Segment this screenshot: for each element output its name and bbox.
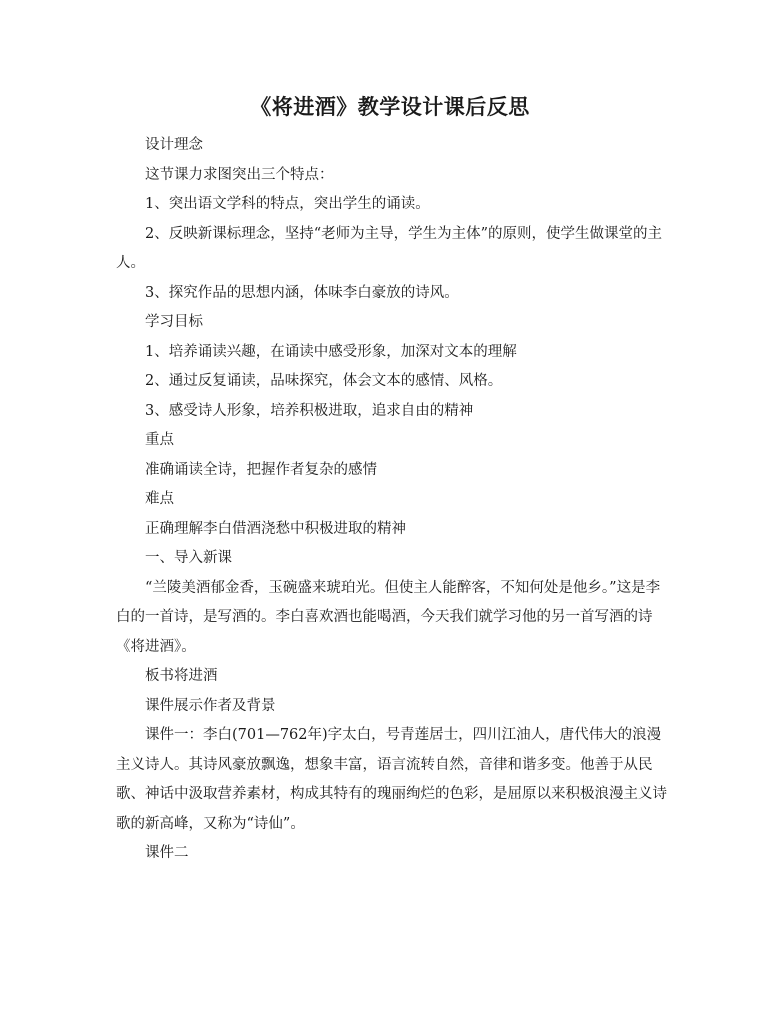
- paragraph-design-concept-heading: 设计理念: [145, 137, 203, 153]
- document-body: [116, 131, 670, 869]
- paragraph-goal-1: 1、培养诵读兴趣，在诵读中感受形象，加深对文本的理解: [145, 343, 517, 360]
- paragraph-courseware-display: 课件展示作者及背景: [145, 697, 276, 714]
- paragraph-feature-2: 2、反映新课标理念，坚持“老师为主导，学生为主体”的原则，使学生做课堂的主人。: [116, 225, 663, 271]
- paragraph-difficulty-heading: 难点: [145, 491, 174, 507]
- paragraph-goal-3: 3、感受诗人形象，培养积极进取，追求自由的精神: [145, 402, 474, 419]
- paragraph-section-1-heading: 一、导入新课: [145, 550, 232, 566]
- paragraph-goal-2: 2、通过反复诵读，品味探究，体会文本的感情、风格。: [145, 373, 503, 389]
- paragraph-key-point-heading: 重点: [145, 432, 174, 448]
- paragraph-key-point: 准确诵读全诗，把握作者复杂的感情: [145, 461, 377, 478]
- document-title: 《将进酒》教学设计课后反思: [250, 94, 530, 119]
- paragraph-feature-3: 3、探究作品的思想内涵，体味李白豪放的诗风。: [145, 284, 459, 301]
- paragraph-courseware-2: 课件二: [145, 845, 189, 861]
- paragraph-feature-1: 1、突出语文学科的特点，突出学生的诵读。: [145, 196, 430, 212]
- paragraph-courseware-1: 课件一：李白(701—762年)字太白，号青莲居士，四川江油人，唐代伟大的浪漫主义诗人。其诗风豪放飘逸，想象丰富，语言流转自然，音律和谐多变。他善于从民歌、神话中汲取营养素材，构成其特有的瑰丽绚烂的色彩，是屈原以来积极浪漫主义诗歌的新高峰，又称为“诗仙”。: [116, 727, 667, 832]
- paragraph-difficulty: 正确理解李白借酒浇愁中积极进取的精神: [145, 520, 406, 537]
- paragraph-blackboard: 板书将进酒: [145, 668, 218, 684]
- paragraph-features-intro: 这节课力求图突出三个特点：: [145, 166, 334, 183]
- paragraph-learning-goals-heading: 学习目标: [145, 314, 203, 330]
- paragraph-introduction: “兰陵美酒郁金香，玉碗盛来琥珀光。但使主人能醉客，不知何处是他乡。”这是李白的一首诗，是写酒的。李白喜欢酒也能喝酒，今天我们就学习他的另一首写酒的诗《将进酒》。: [116, 579, 661, 655]
